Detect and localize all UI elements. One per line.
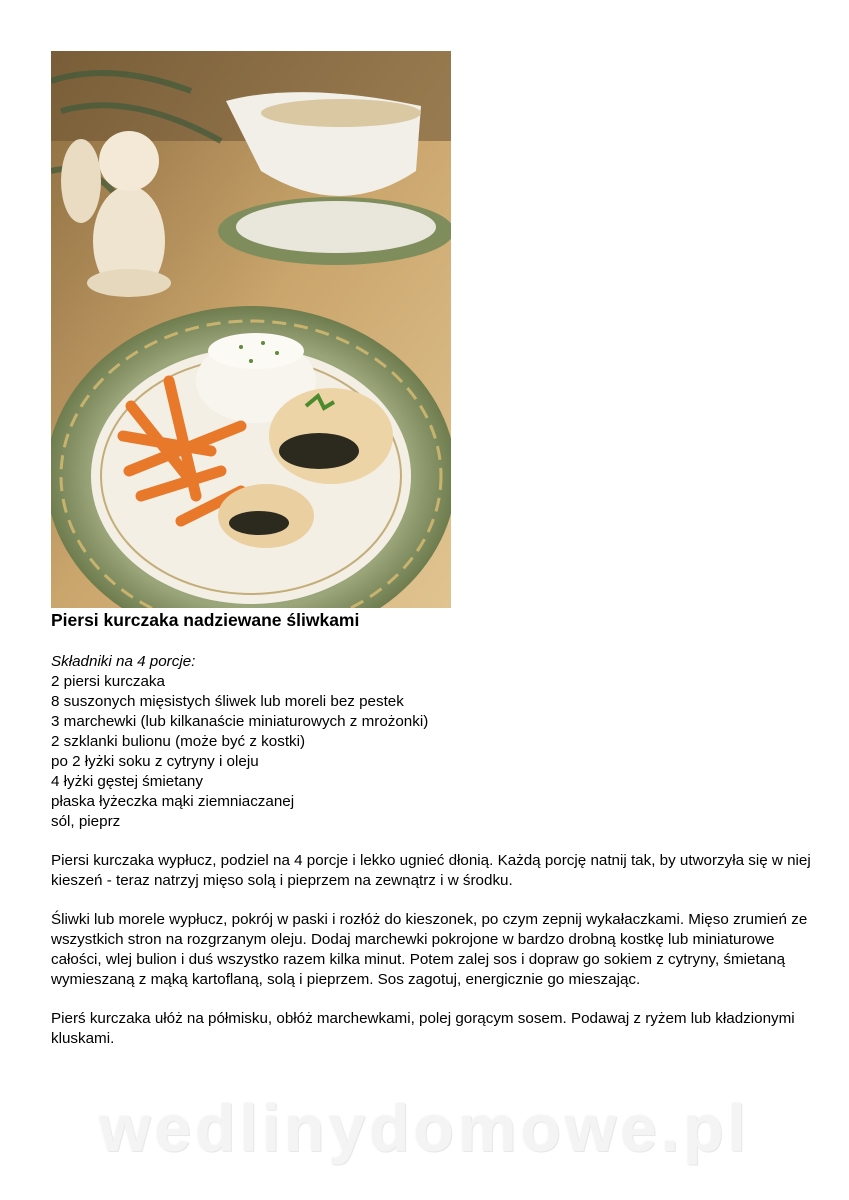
ingredients-heading: Składniki na 4 porcje:: [51, 653, 196, 670]
ingredient-item: 4 łyżki gęstej śmietany: [51, 773, 203, 790]
recipe-photo: [51, 51, 451, 608]
ingredients-list: [51, 672, 811, 832]
recipe-body: [51, 652, 811, 1049]
ingredient-item: 8 suszonych mięsistych śliwek lub moreli bez pestek: [51, 693, 404, 710]
ingredient-item: 3 marchewki (lub kilkanaście miniaturowych z mrożonki): [51, 713, 429, 730]
ingredient-item: 2 szklanki bulionu (może być z kostki): [51, 733, 306, 750]
watermark: wedlinydomowe.pl: [99, 1091, 750, 1165]
ingredient-item: sól, pieprz: [51, 813, 121, 830]
step-paragraph: Śliwki lub morele wypłucz, pokrój w paski i rozłóż do kieszonek, po czym zepnij wykałaczkami. Mięso zrumień ze wszystkich stron na rozgrzanym oleju. Dodaj marchewki pokrojone w bardzo drobną kostkę lub miniaturowe całości, wlej bulion i duś wszystko razem kilka minut. Potem zalej sos i dopraw go sokiem z cytryny, śmietaną wymieszaną z mąką kartoflaną, solą i pieprzem. Sos zagotuj, energicznie go mieszając.: [51, 911, 808, 988]
dish-illustration: [51, 51, 451, 608]
ingredient-item: po 2 łyżki soku z cytryny i oleju: [51, 753, 259, 770]
step-paragraph: Piersi kurczaka wypłucz, podziel na 4 porcje i lekko ugnieć dłonią. Każdą porcję natnij tak, by utworzyła się w niej kieszeń - teraz natrzyj mięso solą i pieprzem na zewnątrz i w środku.: [51, 852, 811, 889]
ingredient-item: płaska łyżeczka mąki ziemniaczanej: [51, 793, 295, 810]
step-paragraph: Pierś kurczaka ułóż na półmisku, obłóż marchewkami, polej gorącym sosem. Podawaj z ryżem lub kładzionymi kluskami.: [51, 1010, 795, 1047]
ingredient-item: 2 piersi kurczaka: [51, 673, 165, 690]
recipe-title: Piersi kurczaka nadziewane śliwkami: [51, 610, 360, 630]
